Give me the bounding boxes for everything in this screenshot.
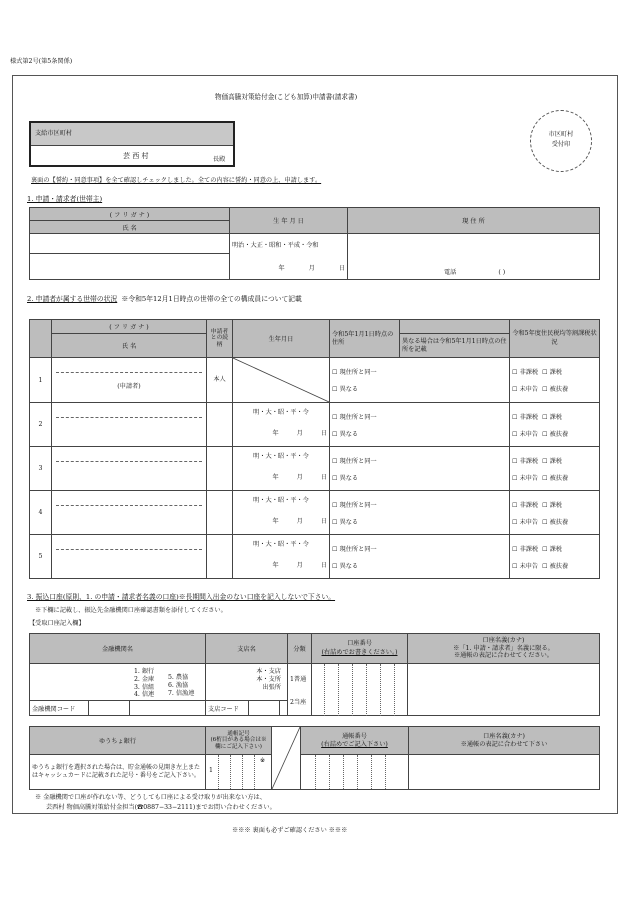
hh-name-header: 氏 名 — [52, 334, 207, 358]
relation-self: 本人 — [207, 358, 233, 403]
year-label: 年 — [272, 518, 279, 525]
same-address-checkbox[interactable]: ☐ 現住所と同一 — [332, 456, 398, 465]
month-label: 月 — [296, 430, 303, 437]
yucho-holder-field[interactable] — [409, 755, 600, 790]
num-header-note: (右詰めでご記入下さい) — [321, 740, 388, 748]
branch-type-honshiten: 本・支店 — [256, 668, 281, 675]
holder-header-note2: ※通帳の表記に合わせてください。 — [454, 652, 553, 660]
yucho-holder-label: 口座名義(カナ) — [483, 732, 525, 740]
tax-choice[interactable] — [510, 491, 600, 535]
bank-code-field[interactable] — [88, 701, 130, 715]
tax-choice[interactable] — [510, 535, 600, 579]
diff-address-field[interactable] — [400, 535, 510, 579]
address-choice[interactable] — [330, 491, 400, 535]
day-label: 日 — [320, 474, 327, 481]
taxed-checkbox[interactable]: ☐ 課税 — [542, 546, 562, 553]
diff-address-field[interactable] — [400, 447, 510, 491]
year-label: 年 — [278, 265, 285, 272]
dependent-checkbox[interactable]: ☐ 被扶養 — [542, 431, 568, 438]
month-label: 月 — [296, 518, 303, 525]
yucho-holder-note: ※通帳の表記に合わせて下さい — [460, 740, 548, 748]
applicant-address-field[interactable] — [348, 234, 600, 280]
section3-heading: 3. 振込口座(原則、1. の申請・請求者名義の口座)※長期間入出金のない口座を記入しないで下さい。 — [27, 593, 336, 601]
address-choice[interactable] — [330, 358, 510, 403]
stamp-line-1: 市区町村 — [548, 131, 574, 138]
address-choice[interactable] — [330, 447, 400, 491]
account-header-label: 口座番号 — [347, 640, 372, 648]
diff-address-checkbox[interactable]: ☐ 異なる — [332, 384, 507, 393]
taxed-checkbox[interactable]: ☐ 課税 — [542, 414, 562, 421]
section2-note: ※令和5年12月1日時点の世帯の全ての構成員について記載 — [121, 295, 302, 303]
sym-header-note: (6桁目がある場合は※欄にご記入下さい) — [210, 737, 267, 751]
bank-types-b — [168, 674, 194, 697]
nontax-checkbox[interactable]: ☐ 非課税 — [512, 546, 538, 553]
member-name-field[interactable] — [52, 535, 207, 579]
member-name-field[interactable] — [52, 403, 207, 447]
address-choice[interactable] — [330, 535, 400, 579]
member-birth-field[interactable] — [233, 403, 330, 447]
footer-note-1: ※ 金融機関で口座が作れない等、どうしても口座による受け取りが出来ない方は、 — [35, 794, 266, 801]
applicant-marker: (申請者) — [117, 383, 141, 390]
yucho-holder-header — [409, 727, 600, 755]
branch-code-label: 支店コード — [208, 706, 239, 713]
diff-address-checkbox[interactable]: ☐ 異なる — [332, 473, 398, 482]
diff-address-checkbox[interactable]: ☐ 異なる — [332, 561, 398, 570]
yucho-header: ゆうちょ銀行 — [30, 727, 206, 755]
branch-field[interactable] — [206, 664, 288, 716]
yucho-description: ゆうちょ銀行を選択された場合は、貯金通帳の見開き左上またはキャッシュカードに記載された記号・番号をご記入下さい。 — [30, 755, 206, 790]
sym-field[interactable] — [206, 755, 272, 790]
account-number-field[interactable] — [312, 664, 408, 716]
birth-header: 生 年 月 日 — [230, 208, 348, 234]
branch-code-row — [206, 700, 287, 715]
row-number: 2 — [30, 403, 52, 447]
branch-type-shucchojo: 出張所 — [262, 683, 281, 691]
yucho-table — [29, 726, 600, 790]
hh-furigana-header: ( フ リ ガ ナ ) — [52, 320, 207, 334]
tax-choice[interactable] — [510, 358, 600, 403]
dependent-checkbox[interactable]: ☐ 被扶養 — [542, 519, 568, 526]
sym-prefix: 1 — [209, 767, 213, 775]
account-header — [312, 634, 408, 664]
num-header — [301, 727, 409, 755]
type-bank: 1. 銀行 — [134, 668, 155, 675]
type-kinko: 2. 金庫 — [134, 675, 155, 683]
type-shinkumi: 3. 信組 — [134, 683, 155, 691]
type-nokyo: 5. 農協 — [168, 674, 189, 681]
reception-stamp[interactable] — [530, 110, 592, 172]
consent-statement: 裏面の【誓約・同意事項】を全て確認しチェックしました。全ての内容に誓約・同意の上、申請します。 — [31, 177, 322, 184]
diagonal-strike — [272, 727, 300, 789]
day-label: 日 — [338, 265, 345, 272]
sym-star: ※ — [260, 757, 266, 765]
address-header: 現 住 所 — [348, 208, 600, 234]
form-title: 物価高騰対策給付金(こども加算)申請書(請求書) — [215, 93, 358, 101]
tax-choice[interactable] — [510, 447, 600, 491]
dependent-checkbox[interactable]: ☐ 被扶養 — [542, 563, 568, 570]
era-options: 明・大・昭・平・令 — [253, 409, 309, 416]
same-address-checkbox[interactable]: ☐ 現住所と同一 — [332, 544, 398, 553]
hh-birth-header: 生年月日 — [233, 320, 330, 358]
relation-header: 申請者との続柄 — [207, 320, 233, 358]
section2-heading-wrap — [27, 295, 302, 303]
section3-note: ※下欄に記載し、振込先金融機関口座確認書類を添付してください。 — [35, 607, 227, 614]
year-label: 年 — [272, 562, 279, 569]
table-row — [30, 535, 600, 579]
payer-name: 芸 西 村 — [123, 152, 149, 160]
branch-type-honshisho: 本・支所 — [256, 675, 281, 683]
section3-subheading: 【受取口座記入欄】 — [29, 620, 85, 627]
num-header-label: 通帳番号 — [342, 732, 367, 740]
nontax-checkbox[interactable]: ☐ 非課税 — [512, 369, 538, 376]
jan1-address-header: 令和5年1月1日時点の住所 — [330, 320, 400, 358]
payer-label: 支給市区町村 — [35, 130, 73, 137]
nontax-checkbox[interactable]: ☐ 非課税 — [512, 414, 538, 421]
row-number: 4 — [30, 491, 52, 535]
account-header-note: (右詰めでお書きください。) — [321, 648, 398, 656]
month-label: 月 — [296, 474, 303, 481]
diagonal-strike — [233, 358, 329, 402]
tax-choice[interactable] — [510, 403, 600, 447]
address-choice[interactable] — [330, 403, 400, 447]
member-birth-field[interactable] — [233, 535, 330, 579]
day-label: 日 — [320, 518, 327, 525]
num-field[interactable] — [301, 755, 409, 790]
member-birth-field[interactable] — [233, 447, 330, 491]
back-page-note: ※※※ 裏面も必ずご確認ください ※※※ — [232, 827, 348, 834]
row-number: 3 — [30, 447, 52, 491]
applicant-furigana-field[interactable] — [30, 234, 230, 254]
household-table — [29, 319, 600, 579]
year-label: 年 — [272, 474, 279, 481]
unfiled-checkbox[interactable]: ☐ 未申告 — [512, 563, 538, 570]
birth-crossed-cell — [233, 358, 330, 403]
diff-address-field[interactable] — [400, 491, 510, 535]
member-name-field[interactable] — [52, 358, 207, 403]
table-row — [30, 491, 600, 535]
taxed-checkbox[interactable]: ☐ 課税 — [542, 502, 562, 509]
era-options: 明・大・昭・平・令 — [253, 497, 309, 504]
form-number: 様式第2号(第5条関係) — [10, 58, 73, 65]
section1-heading: 1. 申請・請求者(世帯主) — [27, 195, 103, 203]
member-birth-field[interactable] — [233, 491, 330, 535]
bank-code-label: 金融機関コード — [32, 706, 76, 713]
unfiled-checkbox[interactable]: ☐ 未申告 — [512, 386, 538, 393]
day-label: 日 — [320, 562, 327, 569]
month-label: 月 — [296, 562, 303, 569]
diff-address-field[interactable] — [400, 403, 510, 447]
dependent-checkbox[interactable]: ☐ 被扶養 — [542, 386, 568, 393]
holder-header — [408, 634, 600, 664]
diff-address-header: 異なる場合は令和5年1月1日時点の住所を記載 — [400, 334, 510, 358]
member-name-field[interactable] — [52, 491, 207, 535]
phone-label: 電話 — [444, 269, 457, 276]
bank-types-a — [134, 668, 154, 699]
type-shingyoren: 7. 信漁連 — [168, 689, 195, 697]
year-label: 年 — [272, 430, 279, 437]
bank-name-field[interactable] — [30, 664, 206, 716]
same-address-checkbox[interactable]: ☐ 現住所と同一 — [332, 500, 398, 509]
type-gyokyo: 6. 漁協 — [168, 681, 189, 689]
unfiled-checkbox[interactable]: ☐ 未申告 — [512, 475, 538, 482]
branch-header: 支店名 — [206, 634, 288, 664]
table-row — [30, 447, 600, 491]
sym-header — [206, 727, 272, 755]
header-spacer — [400, 320, 510, 334]
branch-code-field[interactable] — [248, 701, 280, 715]
era-options: 明・大・昭・平・令 — [253, 453, 309, 460]
nontax-checkbox[interactable]: ☐ 非課税 — [512, 502, 538, 509]
applicant-table — [29, 207, 600, 280]
applicant-birth-field[interactable] — [230, 234, 348, 280]
unfiled-checkbox[interactable]: ☐ 未申告 — [512, 519, 538, 526]
dependent-checkbox[interactable]: ☐ 被扶養 — [542, 475, 568, 482]
same-address-checkbox[interactable]: ☐ 現住所と同一 — [332, 412, 398, 421]
class-futsu[interactable]: 1普通 — [290, 675, 307, 683]
payer-suffix: 長殿 — [213, 156, 226, 163]
holder-header-label: 口座名義(カナ) — [482, 636, 525, 644]
unfiled-checkbox[interactable]: ☐ 未申告 — [512, 431, 538, 438]
row-number: 1 — [30, 358, 52, 403]
relation-field[interactable] — [207, 403, 233, 447]
bank-name-header: 金融機関名 — [30, 634, 206, 664]
phone-field[interactable]: ( ) — [498, 269, 506, 276]
month-label: 月 — [308, 265, 315, 272]
taxed-checkbox[interactable]: ☐ 課税 — [542, 369, 562, 376]
sym-header-label: 通帳記号 — [227, 730, 250, 737]
relation-field[interactable] — [207, 447, 233, 491]
num-header — [30, 320, 52, 358]
relation-field[interactable] — [207, 535, 233, 579]
bank-code-row — [30, 700, 205, 715]
yucho-slash-cell — [272, 727, 301, 790]
branch-types — [256, 668, 281, 691]
table-row — [30, 403, 600, 447]
holder-header-note1: ※「1. 申請・請求者」名義に限る。 — [453, 644, 554, 652]
row-number: 5 — [30, 535, 52, 579]
applicant-name-field[interactable] — [30, 254, 230, 280]
payer-box — [29, 121, 235, 167]
diff-address-checkbox[interactable]: ☐ 異なる — [332, 517, 398, 526]
relation-field[interactable] — [207, 491, 233, 535]
day-label: 日 — [320, 430, 327, 437]
class-field[interactable] — [288, 664, 312, 716]
name-header: 氏 名 — [30, 221, 230, 234]
era-options: 明・大・昭・平・令 — [253, 541, 309, 548]
footer-note-2: 芸西村 物価高騰対策給付金担当(☎0887−33−2111)までお問い合わせください。 — [46, 804, 276, 811]
section2-heading: 2. 申請者が属する世帯の状況 — [27, 295, 118, 303]
member-name-field[interactable] — [52, 447, 207, 491]
table-row — [30, 358, 600, 403]
nontax-checkbox[interactable]: ☐ 非課税 — [512, 458, 538, 465]
holder-field[interactable] — [408, 664, 600, 716]
diff-address-checkbox[interactable]: ☐ 異なる — [332, 429, 398, 438]
stamp-line-2: 受付印 — [551, 141, 571, 148]
taxed-checkbox[interactable]: ☐ 課税 — [542, 458, 562, 465]
type-shinren: 4. 信連 — [134, 691, 155, 699]
era-options: 明治・大正・昭和・平成・令和 — [232, 242, 319, 249]
bank-table — [29, 633, 600, 716]
class-header: 分類 — [288, 634, 312, 664]
same-address-checkbox[interactable]: ☐ 現住所と同一 — [332, 367, 507, 376]
tax-status-header: 令和5年度住民税均等割課税状況 — [510, 320, 600, 358]
furigana-header: ( フ リ ガ ナ ) — [30, 208, 230, 221]
class-toza[interactable]: 2当座 — [290, 698, 307, 706]
